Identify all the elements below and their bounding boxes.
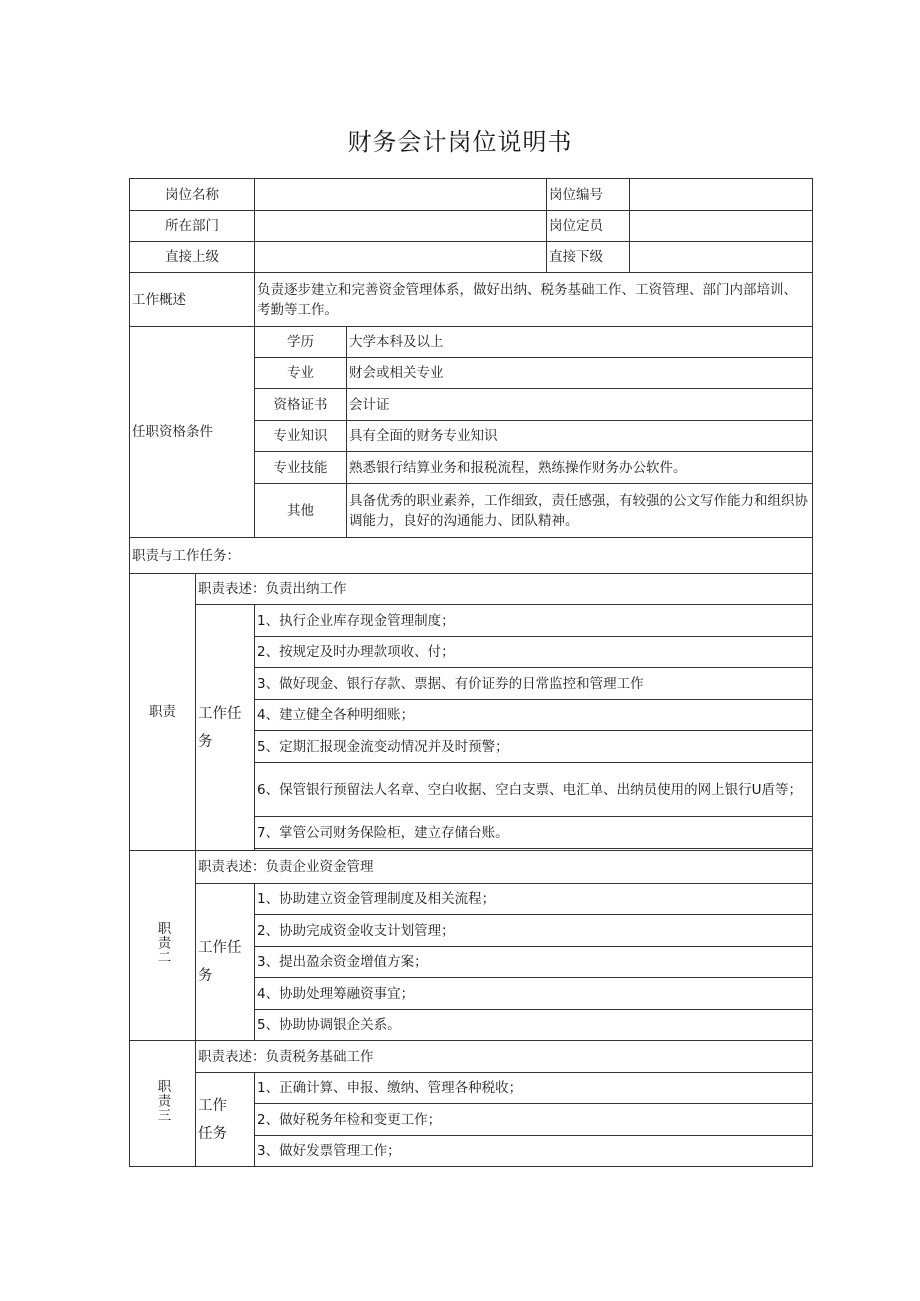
- qualification-name: 学历: [255, 327, 347, 358]
- overview-text: 负责逐步建立和完善资金管理体系，做好出纳、税务基础工作、工资管理、部门内部培训、考勤等工作。: [255, 273, 813, 327]
- duty-statement-row: [130, 851, 813, 884]
- task-item: 5、定期汇报现金流变动情况并及时预警；: [255, 731, 813, 763]
- position-code-label: 岗位编号: [547, 179, 630, 211]
- qualification-name: 专业: [255, 358, 347, 389]
- row-duties-heading: [130, 538, 813, 574]
- qualification-value: 会计证: [347, 389, 813, 421]
- duty-3-tasks-label: [196, 1073, 255, 1167]
- duty-2-statement: 职责表述：负责企业资金管理: [196, 851, 813, 884]
- job-description-table: [129, 178, 813, 1167]
- qualifications-label: 任职资格条件: [130, 327, 255, 538]
- task-row: [130, 1073, 813, 1104]
- task-item: 6、保管银行预留法人名章、空白收据、空白支票、电汇单、出纳员使用的网上银行U盾等；: [255, 763, 813, 817]
- qualification-name: 其他: [255, 484, 347, 538]
- task-item: 3、提出盈余资金增值方案；: [255, 947, 813, 978]
- tasks-label-text: 工作任务: [198, 940, 242, 984]
- duty-3-label: [130, 1041, 196, 1167]
- qualification-value: 具有全面的财务专业知识: [347, 421, 813, 452]
- duty-statement-row: [130, 574, 813, 605]
- duty-3-statement: 职责表述：负责税务基础工作: [196, 1041, 813, 1073]
- duties-heading: 职责与工作任务：: [130, 538, 813, 574]
- task-item: 7、掌管公司财务保险柜，建立存储台账。: [255, 817, 813, 849]
- task-item: 1、执行企业库存现金管理制度；: [255, 605, 813, 637]
- qualification-value: 熟悉银行结算业务和报税流程，熟练操作财务办公软件。: [347, 452, 813, 484]
- position-name-field[interactable]: [255, 179, 547, 211]
- task-item: 1、正确计算、申报、缴纳、管理各种税收；: [255, 1073, 813, 1104]
- overview-label: 工作概述: [130, 273, 255, 327]
- qualification-value: 财会或相关专业: [347, 358, 813, 389]
- task-row: [130, 605, 813, 637]
- qualification-value: 大学本科及以上: [347, 327, 813, 358]
- headcount-field[interactable]: [630, 211, 813, 242]
- row-department: [130, 211, 813, 242]
- tasks-label-text: 工作任务: [198, 705, 242, 750]
- subordinate-field[interactable]: [630, 242, 813, 273]
- duty-3-label-text: 职责三: [154, 1078, 171, 1123]
- superior-label: 直接上级: [130, 242, 255, 273]
- tasks-label-text: 工作任务: [198, 1097, 227, 1142]
- duty-1-tasks-label: [196, 605, 255, 851]
- row-superior: [130, 242, 813, 273]
- duty-2-label-text: 职责二: [154, 920, 171, 965]
- task-item: 1、协助建立资金管理制度及相关流程；: [255, 884, 813, 915]
- task-item: 4、建立健全各种明细账；: [255, 700, 813, 731]
- position-code-field[interactable]: [630, 179, 813, 211]
- duty-1-label: 职责: [130, 574, 196, 851]
- duty-statement-row: [130, 1041, 813, 1073]
- task-item: 3、做好现金、银行存款、票据、有价证券的日常监控和管理工作: [255, 668, 813, 700]
- position-name-label: 岗位名称: [130, 179, 255, 211]
- row-overview: [130, 273, 813, 327]
- page-title: 财务会计岗位说明书: [347, 128, 573, 156]
- task-item: 4、协助处理筹融资事宜；: [255, 978, 813, 1010]
- duty-2-label: [130, 851, 196, 1041]
- task-row: [130, 884, 813, 915]
- qualification-name: 资格证书: [255, 389, 347, 421]
- department-field[interactable]: [255, 211, 547, 242]
- duty-1-statement: 职责表述：负责出纳工作: [196, 574, 813, 605]
- task-item: 3、做好发票管理工作；: [255, 1136, 813, 1167]
- subordinate-label: 直接下级: [547, 242, 630, 273]
- duty-2-tasks-label: [196, 884, 255, 1041]
- superior-field[interactable]: [255, 242, 547, 273]
- task-item: 5、协助协调银企关系。: [255, 1010, 813, 1041]
- task-item: 2、按规定及时办理款项收、付；: [255, 637, 813, 668]
- qualification-name: 专业技能: [255, 452, 347, 484]
- row-position-name: [130, 179, 813, 211]
- task-item: 2、协助完成资金收支计划管理；: [255, 915, 813, 947]
- headcount-label: 岗位定员: [547, 211, 630, 242]
- qualification-row: [130, 327, 813, 358]
- department-label: 所在部门: [130, 211, 255, 242]
- task-item: 2、做好税务年检和变更工作；: [255, 1104, 813, 1136]
- qualification-name: 专业知识: [255, 421, 347, 452]
- qualification-value: 具备优秀的职业素养，工作细致，责任感强，有较强的公文写作能力和组织协调能力，良好的沟通能力、团队精神。: [347, 484, 813, 538]
